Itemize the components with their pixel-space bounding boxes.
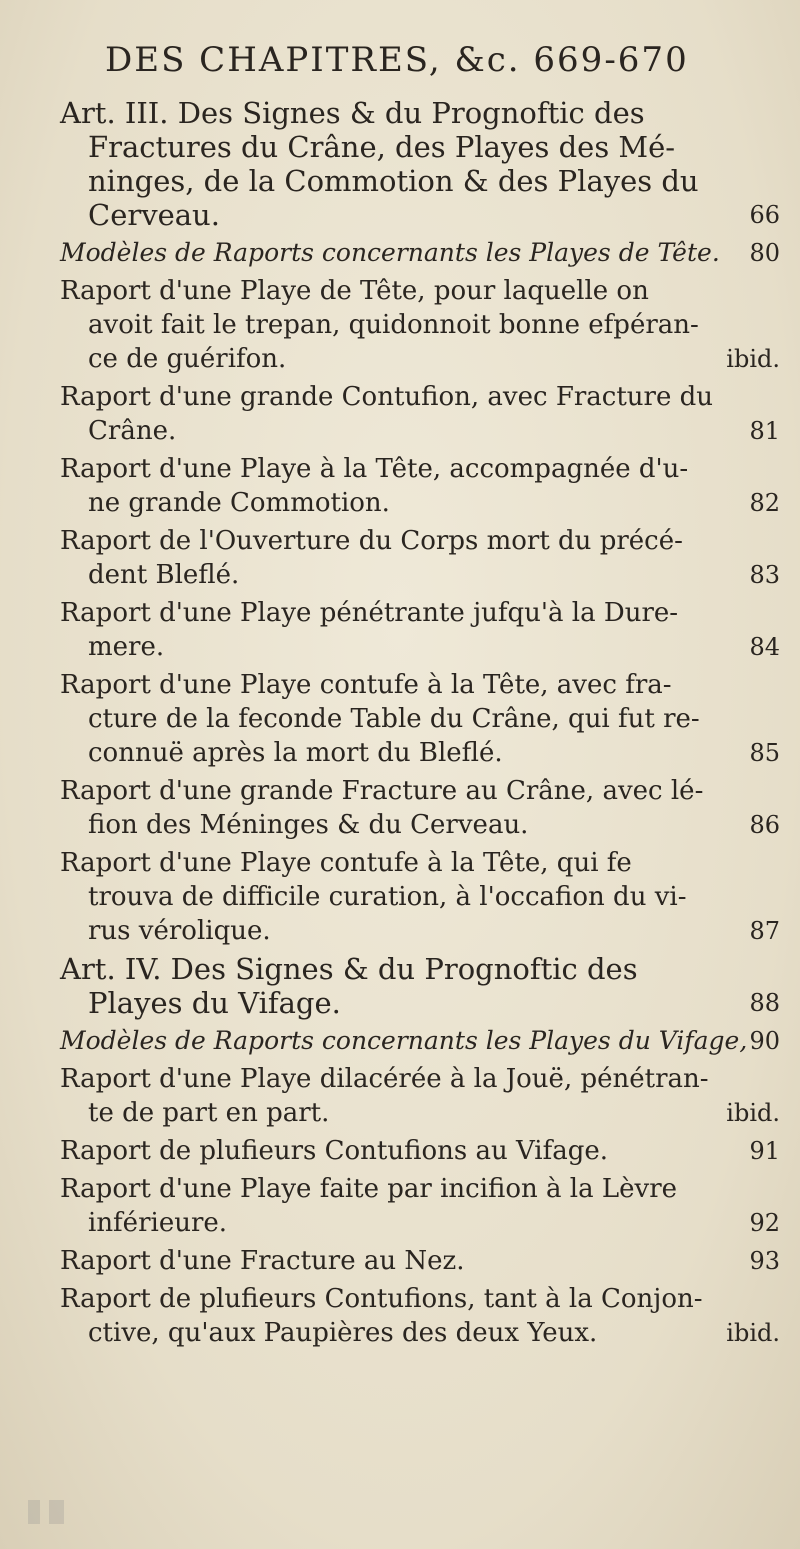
page-edge-mark: [28, 1500, 88, 1524]
page-number: ibid.: [726, 1099, 780, 1127]
entry-line: connuë après la mort du Bleflé.: [88, 738, 503, 768]
page-number: 91: [749, 1137, 780, 1165]
page-number: 86: [749, 811, 780, 839]
entry-line: trouva de difficile curation, à l'occafion du vi-: [88, 882, 687, 912]
entry-line: Art. IV. Des Signes & du Prognoftic des: [60, 952, 638, 986]
entry-line: Playes du Vifage.: [88, 986, 341, 1020]
entry-line: Raport d'une Fracture au Nez.: [60, 1246, 465, 1276]
entry-line: inférieure.: [88, 1208, 228, 1238]
entry-line: Raport d'une grande Fracture au Crâne, avec lé-: [60, 776, 704, 806]
page-number: 81: [749, 417, 780, 445]
toc-entry: [60, 1244, 780, 1278]
toc-entry: [60, 668, 780, 770]
toc-entry: [60, 380, 780, 448]
page-number: 83: [749, 561, 780, 589]
model-heading: [60, 1024, 780, 1058]
entry-line: ninges, de la Commotion & des Playes du: [88, 164, 699, 198]
entry-line: mere.: [88, 632, 165, 662]
entry-line: cture de la feconde Table du Crâne, qui fut re-: [88, 704, 700, 734]
toc-entry: [60, 596, 780, 664]
entry-line: Art. III. Des Signes & du Prognoftic des: [60, 96, 645, 130]
entry-line: ctive, qu'aux Paupières des deux Yeux.: [88, 1318, 598, 1348]
entry-line: Raport d'une Playe à la Tête, accompagnée d'u-: [60, 454, 689, 484]
entry-line: Raport de plufieurs Contufions au Vifage.: [60, 1136, 609, 1166]
page-number: 84: [749, 633, 780, 661]
entry-line: dent Bleflé.: [88, 560, 240, 590]
entry-line: Raport d'une Playe contufe à la Tête, avec fra-: [60, 670, 672, 700]
entry-line: Raport d'une Playe dilacérée à la Jouë, pénétran-: [60, 1064, 709, 1094]
toc-entry: [60, 1282, 780, 1350]
entry-line: Raport d'une Playe contufe à la Tête, qui fe: [60, 848, 632, 878]
page-number: 85: [749, 739, 780, 767]
toc-entry: [60, 524, 780, 592]
entry-line: ce de guérifon.: [88, 344, 287, 374]
entry-line: fion des Méninges & du Cerveau.: [88, 810, 529, 840]
toc-entry: [60, 274, 780, 376]
toc-entry: [60, 846, 780, 948]
entry-line: Raport de plufieurs Contufions, tant à la Conjon-: [60, 1284, 703, 1314]
entry-line: Raport d'une Playe faite par incifion à la Lèvre: [60, 1174, 678, 1204]
entry-line: Modèles de Raports concernants les Playes de Tête.: [60, 238, 720, 267]
toc-entry: [60, 1172, 780, 1240]
toc-entry: [60, 1062, 780, 1130]
entry-line: Raport d'une Playe pénétrante jufqu'à la Dure-: [60, 598, 679, 628]
entry-line: Fractures du Crâne, des Playes des Mé-: [88, 130, 676, 164]
entry-line: Raport de l'Ouverture du Corps mort du précé-: [60, 526, 683, 556]
page-number: 80: [749, 239, 780, 267]
entry-line: Crâne.: [88, 416, 177, 446]
entry-line: Cerveau.: [88, 198, 220, 232]
model-heading: [60, 236, 780, 270]
page-number: ibid.: [726, 1319, 780, 1347]
section-heading: [60, 952, 780, 1020]
page-number: 88: [749, 989, 780, 1017]
page-number: 82: [749, 489, 780, 517]
entry-line: te de part en part.: [88, 1098, 330, 1128]
toc-entry: [60, 1134, 780, 1168]
page-number: 87: [749, 917, 780, 945]
entry-line: Modèles de Raports concernants les Playes du Vifage,: [60, 1026, 748, 1055]
page-number: ibid.: [726, 345, 780, 373]
running-head: DES CHAPITRES, &c. 669-670: [105, 40, 689, 80]
toc-entry: [60, 452, 780, 520]
section-heading: [60, 96, 780, 232]
page-number: 93: [749, 1247, 780, 1275]
entry-line: ne grande Commotion.: [88, 488, 390, 518]
toc-entry: [60, 774, 780, 842]
page-number: 66: [749, 201, 780, 229]
entry-line: Raport d'une grande Contufion, avec Fracture du: [60, 382, 714, 412]
page-number: 90: [749, 1027, 780, 1055]
entry-line: rus vérolique.: [88, 916, 271, 946]
entry-line: Raport d'une Playe de Tête, pour laquelle on: [60, 276, 649, 306]
table-of-contents: [60, 96, 780, 1354]
entry-line: avoit fait le trepan, quidonnoit bonne efpéran-: [88, 310, 699, 340]
page-number: 92: [749, 1209, 780, 1237]
